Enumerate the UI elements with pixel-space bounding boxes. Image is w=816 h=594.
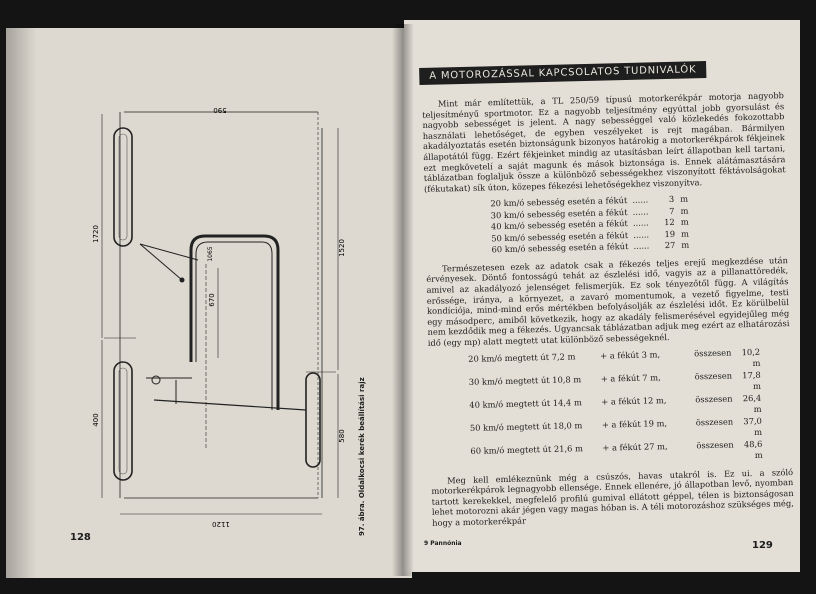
right-page-content	[421, 55, 794, 528]
paragraph-2: Természetesen ezek az adatok csak a fékezés teljes erejű megkezdése után érvényesek. Döntő fontosságú tehát az észlelési idő, vagyis az a pillanattöredék, amivel az akadályozó jelenséget felismerjük. Ez sok tényezőtől függ. A világítás erőssége, iránya, a környezet, a zavaró momentumok, a vezető figyelme, testi kondíciója, mind-mind erős mértékben befolyásolják az észlelési időt. Ez körülbelül egy másodperc, amiből következik, hogy az akadály felismerésével egyidejűleg még nem kezdődik meg a fékezés. Ugyancsak táblázatban adjuk meg ezért az elhatározási idő (egy mp) alatt megtett utat különböző sebességeknél.	[426, 254, 790, 348]
table-row: 60 km/ó megtett út 21,6 m + a fékút 27 m, összesen 48,6 m	[470, 438, 763, 461]
signature-footer: 9 Pannónia	[424, 540, 462, 547]
left-page	[6, 28, 412, 578]
table-row: 50 km/ó megtett út 18,0 m + a fékút 19 m, összesen 37,0 m	[469, 415, 763, 438]
dim-inner-small-label: 1065	[207, 246, 214, 262]
table-row: 20 km/ó sebesség esetén a fékút ...... 3 m	[490, 193, 689, 209]
paragraph-1: Mint már említettük, a TL 250/59 típusú motorkerékpár motorja nagyobb teljesítményű sportmotor. Ez a nagyobb teljesítmény egyúttal jobb gyorsulást és nagyobb sebességet is jelent. A nagy sebességgel való közlekedés fokozottabb használati lehetőséget, de egyben veszélyeket is rejt magában. Bármilyen akadályoztatás esetén biztonságunk bizonyos határokig a motorkerékpárok fékjeinek állapotától függ. Ezért fékjeinket mindig az utasításban leírt állapotban kell tartani, ezt megkövetelí a saját magunk és mások biztonsága is. Ennek alátámasztására táblázatban foglaljuk össze a különböző sebességekhez viszonyított féktávolságokat (fékutakat) sík úton, közepes fékezési lehetőségekhez viszonyítva.	[422, 90, 786, 194]
dim-inner-vert-label: 670	[208, 293, 216, 307]
table-row: 60 km/ó sebesség esetén a fékút ...... 27 m	[491, 239, 690, 255]
table-row: 40 km/ó sebesség esetén a fékút ...... 12 m	[490, 216, 689, 232]
table-row: 20 km/ó megtett út 7,2 m + a fékút 3 m, összesen 10,2 m	[468, 346, 761, 369]
sidecar-alignment-diagram	[6, 28, 412, 578]
paragraph-3: Meg kell emlékeznünk még a csúszós, havas utakról is. Ez ui. a szóló motorkerékpárok legnagyobb ellensége. Ennek ellenére, jó állapotban levő, nyomban tartott kerekekkel, megfelelő profilú gumival ellátott géppel, télen is biztonságosan lehet motorozni akár jégen vagy magas hóban is. A téli motorozáshoz szükséges még, hogy a motorkerékpár	[431, 466, 794, 528]
page-shadow	[6, 28, 36, 578]
total-stopping-distance-table	[468, 346, 793, 469]
right-page	[404, 20, 800, 572]
book-spine	[392, 24, 414, 576]
section-heading: A MOTOROZÁSSAL KAPCSOLATOS TUDNIVALÓK	[419, 61, 706, 85]
left-page-number: 128	[70, 532, 91, 543]
dim-right-main-label: 1520	[338, 239, 346, 257]
table-row: 30 km/ó sebesség esetén a fékút ...... 7 m	[490, 205, 689, 221]
table-row: 50 km/ó sebesség esetén a fékút ...... 19 m	[491, 228, 690, 244]
table-row: 40 km/ó megtett út 14,4 m + a fékút 12 m, összesen 26,4 m	[469, 392, 762, 415]
figure-caption: 97. ábra. Oldalkocsi kerék beállítási rajz	[358, 377, 366, 536]
braking-distance-table	[490, 191, 787, 256]
dim-right-low-label: 580	[338, 429, 346, 443]
dim-left-main-label: 1720	[92, 225, 100, 243]
dim-bottom-label: 1120	[212, 520, 230, 528]
dim-top-label: 590	[213, 106, 227, 114]
right-page-number: 129	[752, 540, 773, 551]
table-row: 30 km/ó megtett út 10,8 m + a fékút 7 m, összesen 17,8 m	[468, 369, 762, 392]
dim-left-low-label: 400	[92, 413, 100, 427]
